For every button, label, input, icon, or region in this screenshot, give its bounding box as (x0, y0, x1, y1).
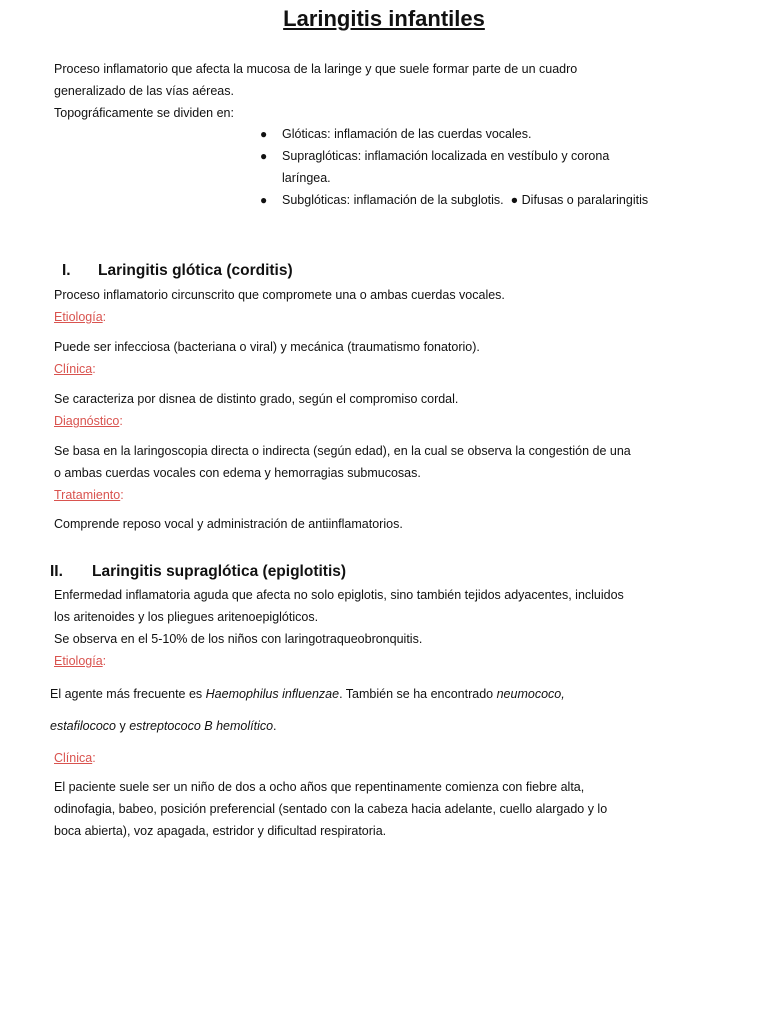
section-2-definition: Enfermedad inflamatoria aguda que afecta no solo epiglotis, sino también tejidos adyacentes, incluidos los aritenoides y los pliegues aritenoepiglóticos. Se observa en el 5-10% de los niños con laringotraqueobronquitis. (54, 588, 624, 646)
bullet-icon: ● (260, 193, 268, 207)
intro-line-3: Topográficamente se dividen en: (54, 106, 234, 120)
intro-paragraph (54, 58, 694, 124)
list-item: ● Glóticas: inflamación de las cuerdas vocales. (262, 123, 702, 145)
etiologia-label: Etiología: (54, 654, 107, 668)
etiologia-text: Puede ser infecciosa (bacteriana o viral) y mecánica (traumatismo fonatorio). (54, 340, 480, 354)
agent-text-line-1: El agente más frecuente es Haemophilus influenzae. También se ha encontrado neumococo, (50, 687, 565, 701)
section-number: II. (50, 563, 63, 580)
clinica-label: Clínica: (54, 751, 96, 765)
topography-list (262, 123, 702, 211)
section-1-heading: I. Laringitis glótica (corditis) (62, 260, 293, 282)
clinica-text: Se caracteriza por disnea de distinto grado, según el compromiso cordal. (54, 392, 459, 406)
etiologia-label: Etiología: (54, 310, 107, 324)
clinica-label: Clínica: (54, 362, 96, 376)
section-1-definition: Proceso inflamatorio circunscrito que compromete una o ambas cuerdas vocales. (54, 288, 505, 302)
list-item: ● Subglóticas: inflamación de la subglotis. ● Difusas o paralaringitis (262, 189, 702, 211)
bullet-icon: ● (260, 127, 268, 141)
intro-line-2: generalizado de las vías aéreas. (54, 84, 234, 98)
clinica-text: El paciente suele ser un niño de dos a ocho años que repentinamente comienza con fiebre alta, odinofagia, babeo, posición preferencial (sentado con la cabeza hacia adelante, cuello alargado y lo boca abierta), voz apagada, estridor y dificultad respiratoria. (54, 780, 608, 838)
section-2-heading: II. Laringitis supraglótica (epiglotitis) (50, 561, 346, 583)
tratamiento-text: Comprende reposo vocal y administración de antiinflamatorios. (54, 517, 403, 531)
agent-text-line-2: estafilococo y estreptococo B hemolítico. (50, 719, 277, 733)
document-title: Laringitis infantiles (283, 6, 485, 31)
section-number: I. (62, 262, 71, 279)
list-item-continuation: laríngea. (282, 171, 331, 185)
bullet-icon: ● (260, 149, 268, 163)
tratamiento-label: Tratamiento: (54, 488, 124, 502)
diagnostico-label: Diagnóstico: (54, 414, 123, 428)
list-item: ● Supraglóticas: inflamación localizada en vestíbulo y corona (262, 145, 702, 167)
intro-line-1: Proceso inflamatorio que afecta la mucosa de la laringe y que suele formar parte de un cuadro (54, 62, 578, 76)
diagnostico-text: Se basa en la laringoscopia directa o indirecta (según edad), en la cual se observa la congestión de una o ambas cuerdas vocales con edema y hemorragias submucosas. (54, 444, 631, 480)
bullet-icon: ● (510, 193, 519, 207)
